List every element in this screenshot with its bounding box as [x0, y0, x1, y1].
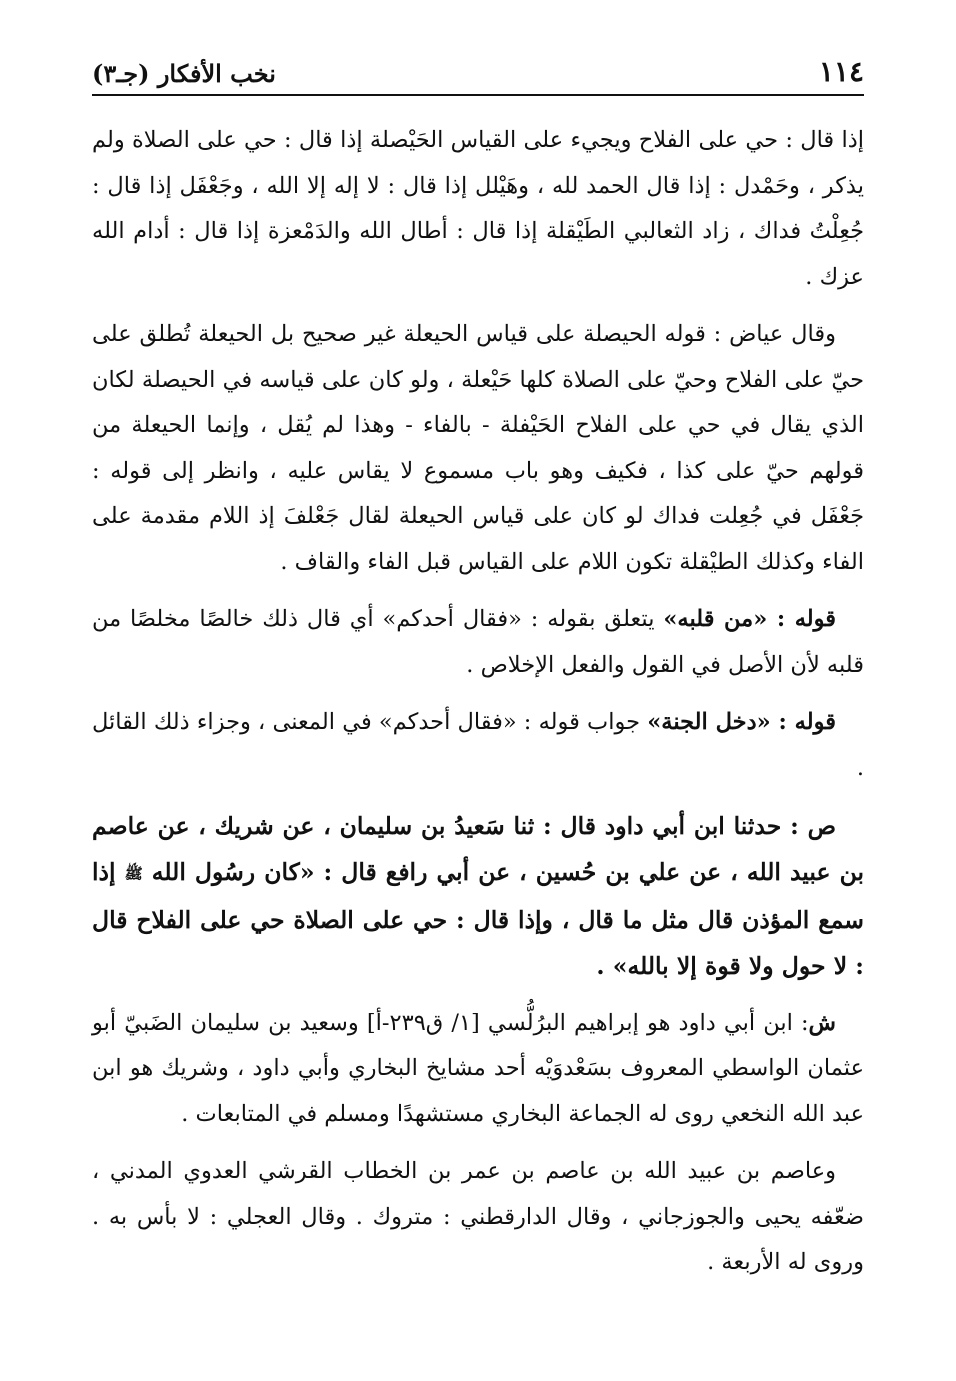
honorific-icon: ﷺ: [124, 864, 143, 883]
paragraph-text: : ابن أبي داود هو إبراهيم البرُلُّسي [١/ ق٢٣٩-أ] وسعيد بن سليمان الضَبيّ أبو عثمان الواسطي المعروف بسَعْدوَيْه أحد مشايخ البخاري وأبي داود ، وشريك هو ابن عبد الله النخعي روى له الجماعة البخاري مستشهدًا ومسلم في المتابعات .: [92, 1009, 864, 1127]
paragraph-text: جواب قوله : «فقال أحدكم» في المعنى ، وجزاء ذلك القائل .: [92, 709, 864, 781]
hadith-text-part-2: إذا سمع المؤذن قال مثل ما قال ، وإذا قال : حي على الصلاة حي على الفلاح قال : لا حول ولا قوة إلا بالله» .: [92, 858, 864, 980]
running-title: نخب الأفكار (جـ٣): [92, 59, 276, 88]
paragraph-sharh: [92, 1001, 864, 1138]
page-number: ١١٤: [818, 55, 864, 88]
page-body: [92, 118, 864, 1286]
paragraph-min-qalbih: [92, 597, 864, 688]
paragraph-commentary-2: [92, 312, 864, 585]
hadith-text-block: [92, 803, 864, 989]
text-marker-sad: ص: [807, 812, 836, 840]
lead-phrase: قوله : «دخل الجنة»: [647, 709, 836, 735]
paragraph-text: يتعلق بقوله : «فقال أحدكم» أي قال ذلك خالصًا مخلصًا من قلبه لأن الأصل في القول والفعل الإخلاص .: [92, 606, 864, 678]
page-header: [92, 48, 864, 96]
paragraph-text: إذا قال : حي على الفلاح ويجيء على القياس الحَيْصلة إذا قال : حي على الصلاة ولم يذكر ، وحَمْدل : إذا قال الحمد لله ، وهَيْلل إذا قال : لا إله إلا الله ، وجَعْفَل إذا قال : جُعِلْتُ فداك ، زاد الثعالبي الطَيْقلة إذا قال : أطال الله والدَمْعزة إذا قال : أدام الله عزك .: [92, 127, 864, 290]
hadith-text-part-1: : حدثنا ابن أبي داود قال : ثنا سَعيدُ بن سليمان ، عن شريك ، عن عاصم بن عبيد الله ، عن علي بن حُسين ، عن أبي رافع قال : «كان رسُول الله: [92, 812, 864, 886]
text-marker-shin: ش: [808, 1009, 836, 1036]
paragraph-text: وقال عياض : قوله الحيصلة على قياس الحيعلة غير صحيح بل الحيعلة تُطلق على حيّ على الفلاح وحيّ على الصلاة كلها حَيْعلة ، ولو كان على قياسه في الحيصلة لكان الذي يقال في حي على الفلاح الحَيْفلة - بالفاء - وهذا لم يُقل ، وإنما الحيعلة من قولهم حيّ على كذا ، فكيف وهو باب مسموع لا يقاس عليه ، وانظر إلى قوله : جَعْفَل في جُعِلت فداك لو كان على قياس الحيعلة لقال جَعْلفَ إذ اللام مقدمة على الفاء وكذلك الطيْقلة تكون اللام على القياس قبل الفاء والقاف .: [92, 321, 864, 575]
paragraph-commentary-1: [92, 118, 864, 300]
paragraph-text: وعاصم بن عبيد الله بن عاصم بن عمر بن الخطاب القرشي العدوي المدني ، ضعّفه يحيى والجوزجاني ، وقال الدارقطني : متروك . وقال العجلي : لا بأس به . وروى له الأربعة .: [92, 1158, 864, 1275]
paragraph-dakhala-aljanna: [92, 700, 864, 791]
lead-phrase: قوله : «من قلبه»: [663, 606, 836, 632]
paragraph-asim: [92, 1149, 864, 1286]
